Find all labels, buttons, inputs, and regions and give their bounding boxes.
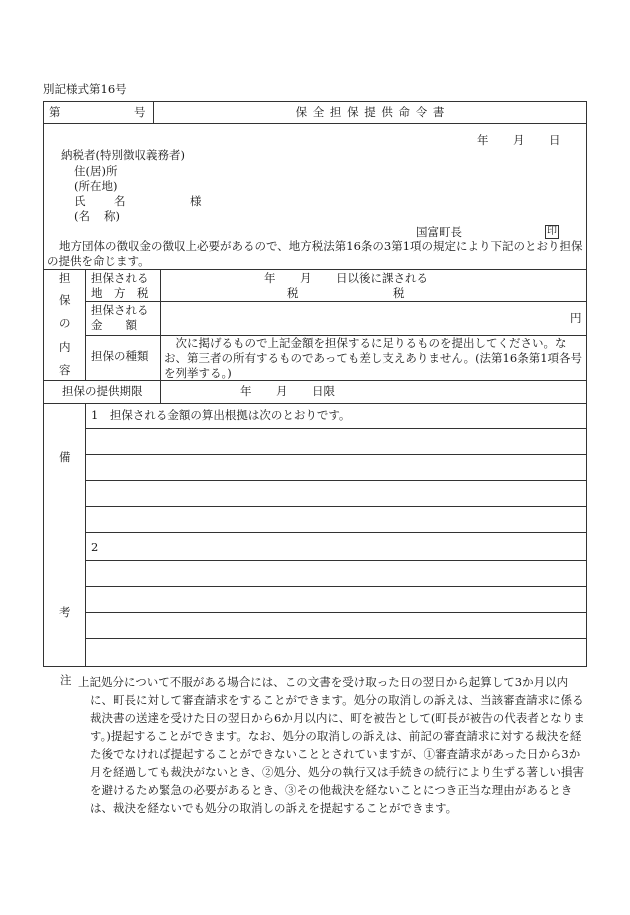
rule-remarks-9 [85, 638, 587, 639]
content-side-char-1: 担 [59, 271, 71, 285]
rule-content-side [85, 269, 86, 380]
row1-date-rest: 日以後に課される [336, 271, 428, 285]
note-text: 上記処分について不服がある場合には、この文書を受け取った日の翌日から起算して3か月以内に、町長に対して審査請求をすることができます。処分の取消しの訴えは、当該審査請求に係る裁決書の送達を受けた日の翌日から6か月以内に、町を被告として(町長が被告の代表者となります。)提起することができます。なお、処分の取消しの訴えは、前記の審査請求に対する裁決を経た後でなければ提起することができないこととされていますが、①審査請求があった日から3か月を経過しても裁決がないとき、②処分、処分の執行又は手続きの続行により生ずる著しい損害を避けるため緊急の必要があるとき、③その他裁決を経ないことにつき正当な理由があるときは、裁決を経ないでも処分の取消しの訴えを提起することができます。 [78, 675, 585, 815]
taxpayer-label: 納税者(特別徴収義務者) [61, 148, 185, 162]
form-id: 別記様式第16号 [43, 82, 127, 96]
remarks-side-top: 備 [59, 450, 71, 464]
title-label-a: (名 [74, 209, 90, 223]
row3-label: 担保の種類 [91, 349, 149, 363]
rule-remarks-1 [85, 428, 587, 429]
date-year: 年 [477, 133, 489, 147]
rule-content-label [160, 269, 161, 380]
rule-remarks-8 [85, 612, 587, 613]
content-side-char-4: 内 [59, 340, 71, 354]
honorific: 様 [190, 194, 202, 208]
location-label: (所在地) [74, 179, 118, 193]
content-side-char-3: の [59, 316, 71, 330]
date-day: 日 [549, 133, 561, 147]
rule-remarks-6 [85, 560, 587, 561]
remarks-side-bottom: 考 [59, 605, 71, 619]
seal-mark: 印 [547, 226, 557, 237]
rule-deadline-label [160, 380, 161, 403]
remarks-item-2: 2 [91, 540, 99, 554]
row2-label-line2: 金 額 [91, 318, 137, 332]
address-label: 住(居)所 [74, 164, 118, 178]
rule-remarks-2 [85, 454, 587, 455]
row1-label-line2: 地 方 税 [91, 286, 149, 300]
row3-text: 次に掲げるもので上記金額を担保するに足りるものを提出してください。なお、第三者の所有するものであっても差し支えありません。(法第16条第1項各号を列挙する。) [164, 336, 583, 380]
deadline-year: 年 [240, 384, 252, 398]
row1-label-line1: 担保される [91, 271, 149, 285]
intro-text: 地方団体の徴収金の徴収上必要があるので、地方税法第16条の3第1項の規定により下記のとおり担保の提供を命じます。 [47, 239, 583, 268]
title-label-b: 称) [104, 209, 120, 223]
doc-number-suffix: 号 [134, 105, 146, 119]
name-label-b: 名 [114, 194, 126, 208]
rule-remarks-4 [85, 506, 587, 507]
document-title: 保 全 担 保 提 供 命 令 書 [295, 105, 446, 119]
rule-remarks-7 [85, 586, 587, 587]
rule-remarks-3 [85, 480, 587, 481]
content-side-char-5: 容 [59, 363, 71, 377]
row2-yen-unit: 円 [570, 311, 582, 325]
name-label-a: 氏 [74, 194, 86, 208]
remarks-item-1: 1 担保される金額の算出根拠は次のとおりです。 [91, 408, 351, 422]
content-side-char-2: 保 [59, 293, 71, 307]
row1-tax-b: 税 [393, 286, 405, 300]
row1-tax-a: 税 [287, 286, 299, 300]
rule-deadline-bottom [43, 403, 587, 404]
row1-date-year: 年 [264, 271, 276, 285]
issuer-name: 国富町長 [416, 225, 462, 239]
rule-intro-bottom [43, 269, 587, 270]
note-prefix: 注 [60, 673, 72, 687]
deadline-month: 月 [276, 384, 288, 398]
rule-remarks-5 [85, 532, 587, 533]
deadline-day: 日限 [312, 384, 335, 398]
deadline-label: 担保の提供期限 [62, 384, 143, 398]
doc-number-prefix: 第 [49, 105, 61, 119]
rule-header [43, 123, 587, 124]
row2-label-line1: 担保される [91, 303, 149, 317]
date-month: 月 [513, 133, 525, 147]
rule-remarks-side [85, 403, 86, 667]
row1-date-month: 月 [300, 271, 312, 285]
